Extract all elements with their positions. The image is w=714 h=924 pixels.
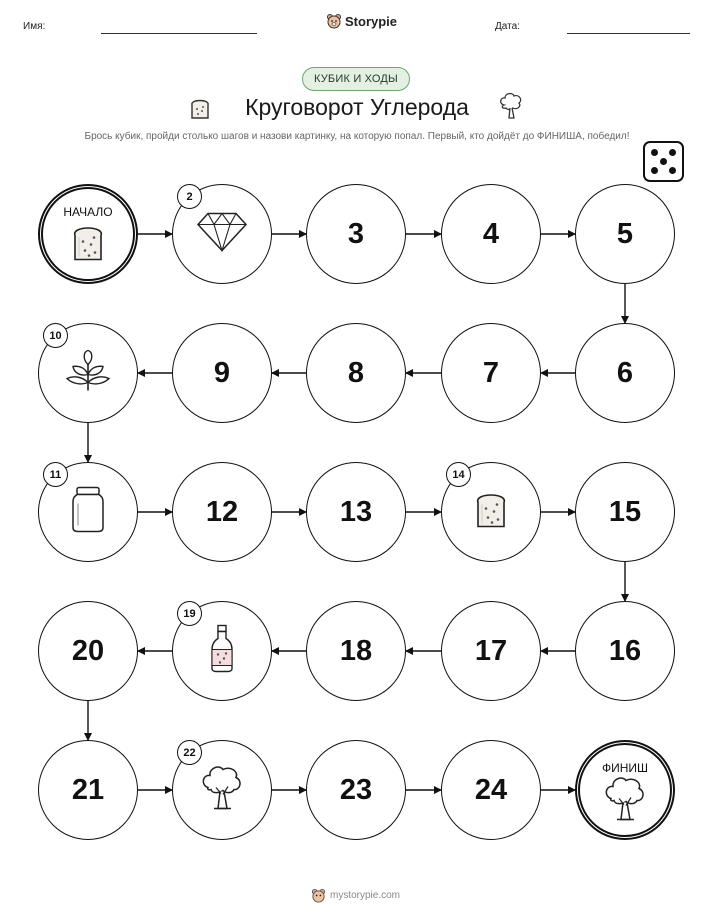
picture-space	[38, 323, 138, 423]
bear-mascot-icon	[311, 888, 326, 903]
page-title: Круговорот Углерода	[245, 94, 469, 120]
space-number: 6	[616, 356, 634, 389]
space-number: 21	[71, 773, 105, 806]
space-number: 14	[446, 462, 471, 487]
number-space	[306, 184, 406, 284]
space-number: 19	[177, 601, 202, 626]
space-number: 12	[205, 495, 239, 528]
diamond-icon	[196, 211, 248, 258]
space-number: 2	[177, 184, 202, 209]
bread-icon	[474, 490, 508, 535]
space-number: 9	[213, 356, 231, 389]
picture-space	[38, 462, 138, 562]
bottle-icon	[209, 624, 235, 679]
space-number: 24	[474, 773, 508, 806]
space-number: 20	[71, 634, 105, 667]
activity-badge: КУБИК И ХОДЫ	[302, 67, 410, 91]
number-space	[441, 323, 541, 423]
finish-label: ФИНИШ	[601, 761, 649, 775]
space-number: 22	[177, 740, 202, 765]
space-number: 8	[347, 356, 365, 389]
leaf-icon	[62, 349, 114, 398]
instructions: Брось кубик, пройди столько шагов и назови картинку, на которую попал. Первый, кто дойдёт до ФИНИША, победил!	[84, 131, 630, 142]
number-space	[575, 323, 675, 423]
number-space	[172, 462, 272, 562]
picture-space	[172, 601, 272, 701]
date-label: Дата:	[495, 21, 520, 32]
picture-space	[172, 184, 272, 284]
start-label: НАЧАЛО	[63, 205, 113, 219]
space-number: 15	[608, 495, 642, 528]
number-space	[441, 184, 541, 284]
bread-icon	[71, 222, 105, 267]
number-space	[306, 740, 406, 840]
number-space	[38, 601, 138, 701]
space-number: 4	[482, 217, 500, 250]
number-space	[172, 323, 272, 423]
jar-icon	[71, 486, 105, 539]
space-number: 11	[43, 462, 68, 487]
picture-space	[172, 740, 272, 840]
number-space	[38, 740, 138, 840]
number-space	[575, 184, 675, 284]
brand-name: Storypie	[345, 13, 398, 29]
space-number: 18	[339, 634, 373, 667]
finish-space	[575, 740, 675, 840]
picture-space	[441, 462, 541, 562]
number-space	[575, 601, 675, 701]
space-number: 5	[616, 217, 634, 250]
footer-url[interactable]: mystorypie.com	[330, 890, 401, 901]
space-number: 23	[339, 773, 373, 806]
number-space	[575, 462, 675, 562]
name-label: Имя:	[23, 21, 46, 32]
space-number: 16	[608, 634, 642, 667]
space-number: 13	[339, 495, 373, 528]
number-space	[306, 462, 406, 562]
number-space	[441, 601, 541, 701]
space-number: 17	[474, 634, 508, 667]
space-number: 10	[43, 323, 68, 348]
tree-icon	[603, 774, 647, 827]
space-number: 7	[482, 356, 500, 389]
space-number: 3	[347, 217, 365, 250]
number-space	[306, 601, 406, 701]
number-space	[441, 740, 541, 840]
footer	[311, 888, 400, 903]
tree-icon	[200, 764, 244, 817]
start-space	[38, 184, 138, 284]
number-space	[306, 323, 406, 423]
